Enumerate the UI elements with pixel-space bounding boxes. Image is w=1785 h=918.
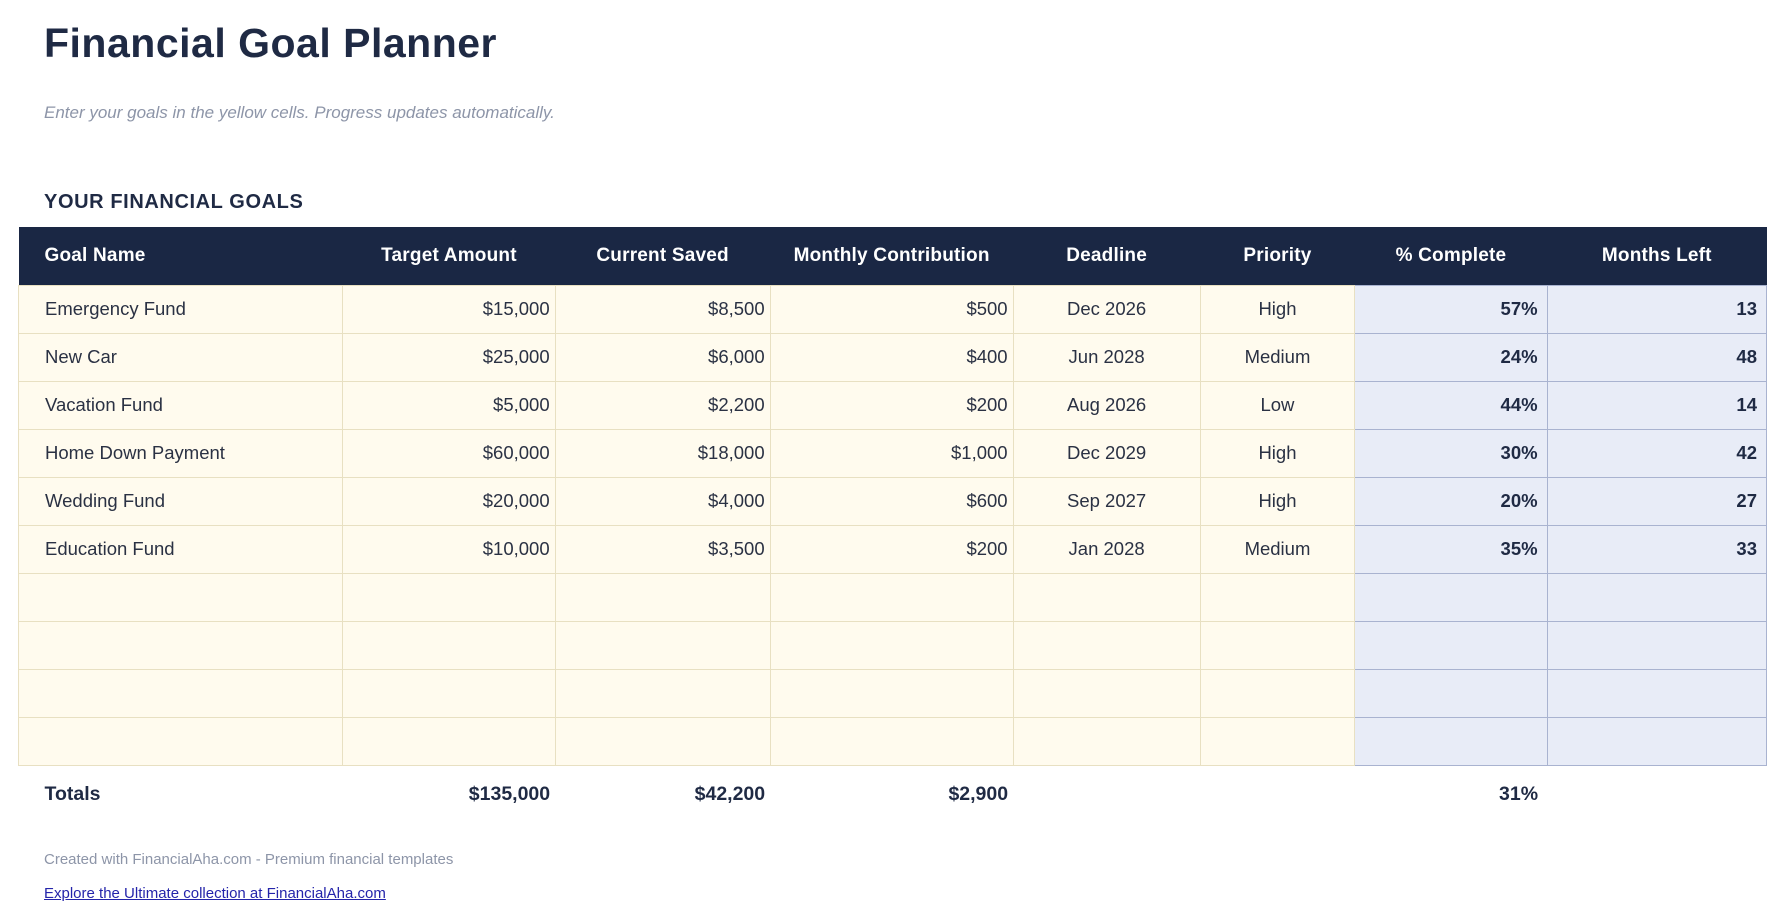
percent-complete-cell: 57% — [1355, 285, 1547, 333]
totals-deadline-empty — [1013, 765, 1200, 823]
priority-cell[interactable] — [1200, 621, 1355, 669]
target-amount-cell[interactable] — [343, 621, 555, 669]
percent-complete-cell: 24% — [1355, 333, 1547, 381]
monthly-contribution-cell[interactable]: $200 — [770, 381, 1013, 429]
col-header-percent-complete: % Complete — [1355, 227, 1547, 285]
target-amount-cell[interactable]: $10,000 — [343, 525, 555, 573]
goal-rows — [19, 285, 1767, 765]
col-header-deadline: Deadline — [1013, 227, 1200, 285]
section-heading: YOUR FINANCIAL GOALS — [44, 191, 304, 213]
months-left-cell: 13 — [1547, 285, 1766, 333]
percent-complete-cell: 44% — [1355, 381, 1547, 429]
priority-cell[interactable]: High — [1200, 477, 1355, 525]
priority-cell[interactable]: Medium — [1200, 525, 1355, 573]
target-amount-cell[interactable]: $25,000 — [343, 333, 555, 381]
goal-row — [19, 573, 1767, 621]
deadline-cell[interactable]: Aug 2026 — [1013, 381, 1200, 429]
current-saved-cell[interactable]: $8,500 — [555, 285, 770, 333]
target-amount-cell[interactable]: $5,000 — [343, 381, 555, 429]
goal-row — [19, 333, 1767, 381]
months-left-cell: 14 — [1547, 381, 1766, 429]
deadline-cell[interactable]: Jan 2028 — [1013, 525, 1200, 573]
deadline-cell[interactable]: Jun 2028 — [1013, 333, 1200, 381]
goal-row — [19, 717, 1767, 765]
table-header-row — [19, 227, 1767, 285]
priority-cell[interactable] — [1200, 717, 1355, 765]
priority-cell[interactable] — [1200, 669, 1355, 717]
percent-complete-cell — [1355, 621, 1547, 669]
totals-monthly-contribution: $2,900 — [770, 765, 1013, 823]
current-saved-cell[interactable] — [555, 669, 770, 717]
goal-name-cell[interactable] — [19, 621, 343, 669]
totals-target-amount: $135,000 — [343, 765, 555, 823]
col-header-months-left: Months Left — [1547, 227, 1766, 285]
monthly-contribution-cell[interactable] — [770, 573, 1013, 621]
goal-row — [19, 285, 1767, 333]
monthly-contribution-cell[interactable] — [770, 621, 1013, 669]
percent-complete-cell: 35% — [1355, 525, 1547, 573]
explore-collection-link[interactable]: Explore the Ultimate collection at FinancialAha.com — [44, 885, 386, 902]
totals-current-saved: $42,200 — [555, 765, 770, 823]
current-saved-cell[interactable]: $2,200 — [555, 381, 770, 429]
priority-cell[interactable]: High — [1200, 285, 1355, 333]
months-left-cell: 27 — [1547, 477, 1766, 525]
deadline-cell[interactable]: Dec 2029 — [1013, 429, 1200, 477]
page-title: Financial Goal Planner — [44, 20, 498, 66]
priority-cell[interactable]: Medium — [1200, 333, 1355, 381]
deadline-cell[interactable] — [1013, 621, 1200, 669]
current-saved-cell[interactable]: $4,000 — [555, 477, 770, 525]
totals-priority-empty — [1200, 765, 1355, 823]
monthly-contribution-cell[interactable]: $600 — [770, 477, 1013, 525]
monthly-contribution-cell[interactable]: $400 — [770, 333, 1013, 381]
col-header-monthly-contribution: Monthly Contribution — [770, 227, 1013, 285]
deadline-cell[interactable] — [1013, 669, 1200, 717]
monthly-contribution-cell[interactable] — [770, 717, 1013, 765]
goal-row — [19, 477, 1767, 525]
target-amount-cell[interactable] — [343, 573, 555, 621]
totals-percent-complete: 31% — [1355, 765, 1547, 823]
deadline-cell[interactable]: Sep 2027 — [1013, 477, 1200, 525]
target-amount-cell[interactable]: $15,000 — [343, 285, 555, 333]
percent-complete-cell: 30% — [1355, 429, 1547, 477]
percent-complete-cell — [1355, 573, 1547, 621]
months-left-cell — [1547, 717, 1766, 765]
goal-name-cell[interactable]: Wedding Fund — [19, 477, 343, 525]
priority-cell[interactable]: High — [1200, 429, 1355, 477]
current-saved-cell[interactable]: $6,000 — [555, 333, 770, 381]
col-header-goal-name: Goal Name — [19, 227, 343, 285]
col-header-target-amount: Target Amount — [343, 227, 555, 285]
goal-name-cell[interactable]: New Car — [19, 333, 343, 381]
target-amount-cell[interactable] — [343, 669, 555, 717]
current-saved-cell[interactable] — [555, 621, 770, 669]
current-saved-cell[interactable]: $18,000 — [555, 429, 770, 477]
current-saved-cell[interactable] — [555, 573, 770, 621]
credit-text: Created with FinancialAha.com - Premium financial templates — [44, 851, 454, 868]
goal-row — [19, 429, 1767, 477]
months-left-cell: 33 — [1547, 525, 1766, 573]
months-left-cell — [1547, 669, 1766, 717]
totals-row — [19, 765, 1767, 823]
monthly-contribution-cell[interactable]: $200 — [770, 525, 1013, 573]
totals-months-left-empty — [1547, 765, 1766, 823]
target-amount-cell[interactable]: $20,000 — [343, 477, 555, 525]
goals-table — [18, 227, 1767, 823]
goal-row — [19, 621, 1767, 669]
goal-row — [19, 525, 1767, 573]
goal-row — [19, 381, 1767, 429]
percent-complete-cell: 20% — [1355, 477, 1547, 525]
percent-complete-cell — [1355, 717, 1547, 765]
goal-row — [19, 669, 1767, 717]
percent-complete-cell — [1355, 669, 1547, 717]
deadline-cell[interactable] — [1013, 717, 1200, 765]
goal-name-cell[interactable] — [19, 717, 343, 765]
col-header-current-saved: Current Saved — [555, 227, 770, 285]
instructions-text: Enter your goals in the yellow cells. Progress updates automatically. — [44, 103, 555, 122]
months-left-cell: 48 — [1547, 333, 1766, 381]
totals-label: Totals — [19, 765, 343, 823]
monthly-contribution-cell[interactable]: $500 — [770, 285, 1013, 333]
priority-cell[interactable] — [1200, 573, 1355, 621]
deadline-cell[interactable] — [1013, 573, 1200, 621]
goal-name-cell[interactable]: Emergency Fund — [19, 285, 343, 333]
months-left-cell — [1547, 573, 1766, 621]
current-saved-cell[interactable] — [555, 717, 770, 765]
target-amount-cell[interactable] — [343, 717, 555, 765]
col-header-priority: Priority — [1200, 227, 1355, 285]
goal-name-cell[interactable]: Home Down Payment — [19, 429, 343, 477]
monthly-contribution-cell[interactable]: $1,000 — [770, 429, 1013, 477]
deadline-cell[interactable]: Dec 2026 — [1013, 285, 1200, 333]
goal-name-cell[interactable]: Education Fund — [19, 525, 343, 573]
target-amount-cell[interactable]: $60,000 — [343, 429, 555, 477]
priority-cell[interactable]: Low — [1200, 381, 1355, 429]
monthly-contribution-cell[interactable] — [770, 669, 1013, 717]
goal-name-cell[interactable]: Vacation Fund — [19, 381, 343, 429]
months-left-cell: 42 — [1547, 429, 1766, 477]
months-left-cell — [1547, 621, 1766, 669]
goal-name-cell[interactable] — [19, 573, 343, 621]
goal-name-cell[interactable] — [19, 669, 343, 717]
current-saved-cell[interactable]: $3,500 — [555, 525, 770, 573]
